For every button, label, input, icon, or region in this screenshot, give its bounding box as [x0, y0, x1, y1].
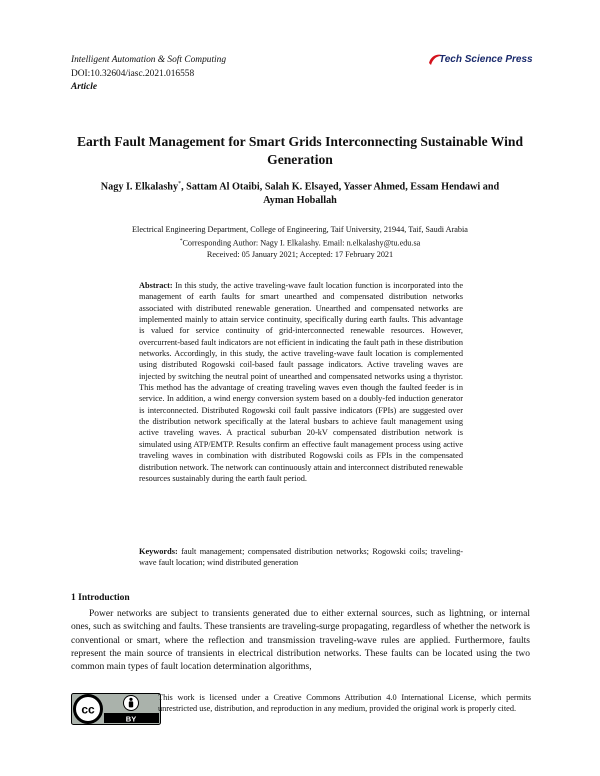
introduction-paragraph: Power networks are subject to transients generated due to either external sources, such as lightning, or internal ones, such as switching and faults. These transients are traveling-surge propagating, regardless of whether the network is conventional or smart, where the reflection and transmission traveling-wave rules are applied. Furthermore, faults represent the main source of transients in electrical distribution networks. These faults can be located using the two common main types of fault location determination algorithms,	[71, 609, 530, 673]
publisher-logo	[427, 51, 531, 69]
cc-by-badge-icon[interactable]	[71, 693, 161, 725]
author-first: Nagy I. Elkalashy	[100, 181, 179, 193]
section-heading-introduction: 1 Introduction	[71, 593, 130, 603]
by-label: BY	[125, 714, 137, 724]
keywords	[139, 546, 463, 569]
author-list	[70, 178, 530, 207]
affiliation: Electrical Engineering Department, College of Engineering, Taif University, 21944, Taif, Saudi Arabia	[132, 225, 468, 234]
journal-name: Intelligent Automation & Soft Computing	[71, 55, 227, 65]
abstract-label: Abstract:	[139, 281, 173, 290]
keywords-text: fault management; compensated distribution networks; Rogowski coils; traveling-wave fault location; wind distributed generation	[139, 547, 463, 568]
keywords-label: Keywords:	[139, 547, 178, 556]
license-text: This work is licensed under a Creative Commons Attribution 4.0 International License, which permits unrestricted use, distribution, and reproduction in any medium, provided the original work is properly cited.	[158, 693, 531, 714]
corresponding-mark: *	[178, 181, 182, 187]
cc-letters: cc	[81, 702, 95, 717]
corresponding-author: Corresponding Author: Nagy I. Elkalashy. Email: n.elkalashy@tu.edu.sa	[182, 238, 421, 248]
article-type: Article	[71, 82, 98, 92]
received-dates: Received: 05 January 2021; Accepted: 17 February 2021	[206, 249, 394, 259]
abstract	[139, 280, 463, 484]
corresponding-mark-2: *	[179, 237, 183, 244]
doi[interactable]: DOI:10.32604/iasc.2021.016558	[71, 68, 195, 79]
license-block	[71, 692, 531, 732]
affiliation-block	[60, 224, 540, 260]
author-last: Ayman Hoballah	[263, 194, 337, 206]
abstract-text: In this study, the active traveling-wave fault location function is incorporated into the management of earth faults for smart unearthed and compensated distribution networks associated with distributed renewable generation. Unearthed and compensated networks are implemented mainly to attain service continuity, specifically during earth faults. This advantage is valued for service continuity of grid-interconnected renewable resources. However, overcurrent-based fault indicators are not efficient in indicating the fault path in these distribution networks. Accordingly, in this study, the active traveling-wave fault location is complemented using distributed Rogowski coil-based fault passage indicators. Active traveling waves are injected by switching the neutral point of unearthed and compensated networks using a thyristor. This method has the advantage of creating traveling waves even though the faulted feeder is in service. In addition, a wind energy conversion system based on a doubly-fed induction generator is interconnected. Distributed Rogowski coil fault passive indicators (FPIs) are suggested over the distribution network specifically at the lateral busbars to achieve fault management using active traveling waves. A practical suburban 20-kV compensated distribution network is simulated using ATP/EMTP. Results confirm an effective fault management process using active traveling waves in combination with distributed Rogowski coils as FPIs in the compensated distribution network. The network can continuously attain and interconnect distributed renewable resources sustainably during the earth fault period.	[139, 281, 464, 483]
paper-title: Earth Fault Management for Smart Grids Interconnecting Sustainable Wind Generation	[76, 134, 524, 167]
author-rest: , Sattam Al Otaibi, Salah K. Elsayed, Yasser Ahmed, Essam Hendawi and	[181, 181, 500, 193]
journal-header	[71, 54, 226, 95]
publisher-name: Tech Science Press	[439, 54, 533, 65]
